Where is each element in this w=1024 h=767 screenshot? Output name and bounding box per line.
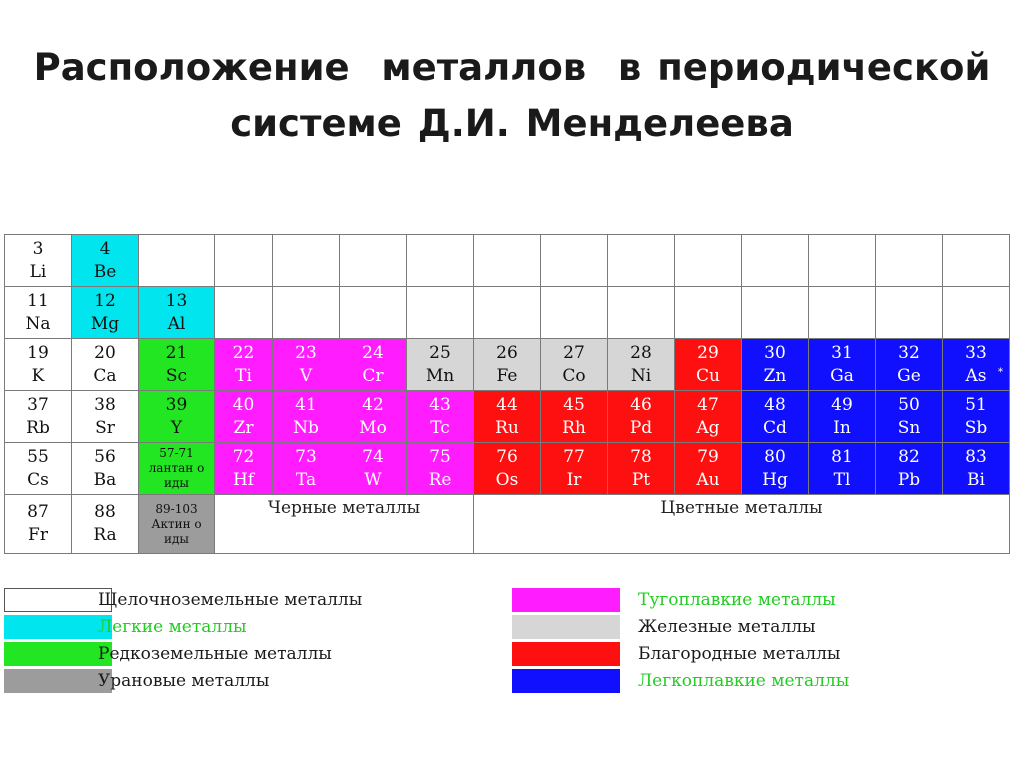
atomic-number: 41 (295, 394, 317, 415)
element-symbol: Zn (763, 365, 787, 386)
element-cell (407, 339, 474, 391)
element-cell (5, 391, 72, 443)
atomic-number: 72 (232, 446, 255, 467)
element-cell (809, 443, 876, 495)
legend-swatch (512, 588, 620, 612)
table-row (5, 339, 1010, 391)
element-cell (742, 391, 809, 443)
atomic-number: 81 (831, 446, 853, 467)
empty-cell (407, 287, 474, 339)
atomic-number: 49 (831, 394, 853, 415)
empty-cell (742, 235, 809, 287)
element-symbol: Rb (26, 417, 50, 438)
element-symbol: Ru (495, 417, 519, 438)
atomic-number: 79 (697, 446, 719, 467)
empty-cell (608, 287, 675, 339)
element-cell (5, 235, 72, 287)
legend-swatch (4, 669, 112, 693)
atomic-number: 57-71 (159, 446, 194, 460)
element-symbol: Mg (90, 313, 120, 334)
element-symbol: Al (167, 313, 186, 334)
element-symbol: As (965, 365, 987, 386)
element-symbol: Au (696, 469, 720, 490)
element-symbol: Re (428, 469, 452, 490)
atomic-number: 44 (496, 394, 518, 415)
atomic-number: 40 (232, 394, 255, 415)
element-symbol: Sn (897, 417, 921, 438)
element-symbol: Ga (830, 365, 854, 386)
element-symbol: лантан оиды (148, 461, 205, 490)
atomic-number: 88 (94, 502, 116, 522)
element-symbol: Rh (562, 417, 586, 438)
element-symbol: W (364, 469, 382, 490)
empty-cell (340, 235, 407, 287)
element-symbol: Ag (696, 417, 720, 438)
element-cell (5, 339, 72, 391)
empty-cell (215, 235, 273, 287)
atomic-number: 45 (563, 394, 585, 415)
element-cell (72, 339, 139, 391)
element-symbol: V (299, 365, 313, 386)
atomic-number: 75 (429, 446, 451, 467)
element-cell (215, 391, 273, 443)
element-cell (215, 443, 273, 495)
element-cell (608, 391, 675, 443)
element-symbol: In (833, 417, 851, 438)
element-cell (608, 443, 675, 495)
element-symbol: Nb (293, 417, 319, 438)
element-cell (876, 339, 943, 391)
element-symbol: Ca (93, 365, 117, 386)
atomic-number: 77 (563, 446, 585, 467)
atomic-number: 89-103 (155, 501, 198, 516)
element-symbol: Ni (630, 365, 652, 386)
element-cell (139, 287, 215, 339)
title-line-2: системе Д.И. Менделеева (230, 102, 794, 145)
element-cell (340, 391, 407, 443)
element-cell (72, 391, 139, 443)
element-cell (876, 391, 943, 443)
atomic-number: 23 (295, 342, 317, 363)
element-symbol: Pb (897, 469, 921, 490)
element-cell (5, 495, 72, 554)
empty-cell (273, 235, 340, 287)
element-symbol: Cr (362, 365, 384, 386)
atomic-number: 56 (94, 446, 116, 467)
element-cell (943, 391, 1010, 443)
empty-cell (474, 287, 541, 339)
element-cell (5, 287, 72, 339)
element-cell (474, 443, 541, 495)
legend-label: Щелочноземельные металлы (98, 590, 363, 610)
element-cell (809, 391, 876, 443)
atomic-number: 21 (165, 342, 188, 363)
table-row (5, 235, 1010, 287)
atomic-number: 38 (94, 394, 116, 415)
atomic-number: 51 (965, 394, 987, 415)
element-cell (742, 443, 809, 495)
empty-cell (809, 287, 876, 339)
element-symbol: Os (495, 469, 519, 490)
table-row (5, 391, 1010, 443)
empty-cell (215, 287, 273, 339)
atomic-number: 26 (496, 342, 518, 363)
atomic-number: 42 (362, 394, 384, 415)
empty-cell (608, 235, 675, 287)
empty-cell (876, 235, 943, 287)
atomic-number: 39 (165, 394, 188, 415)
element-cell (541, 391, 608, 443)
element-symbol: Mo (359, 417, 387, 438)
empty-cell (876, 287, 943, 339)
element-symbol: Tc (430, 417, 450, 438)
atomic-number: 11 (27, 290, 49, 311)
element-symbol: Cs (27, 469, 49, 490)
element-symbol: Fe (496, 365, 518, 386)
atomic-number: 87 (27, 502, 49, 522)
legend-label: Легкоплавкие металлы (638, 671, 850, 691)
element-symbol: Ir (566, 469, 582, 490)
footnote-mark: * (998, 367, 1003, 378)
element-symbol: Fr (28, 525, 48, 545)
element-symbol: Pt (631, 469, 651, 490)
element-cell (943, 443, 1010, 495)
element-cell (139, 495, 215, 554)
atomic-number: 76 (496, 446, 518, 467)
atomic-number: 47 (697, 394, 719, 415)
legend-label: Железные металлы (638, 617, 816, 637)
atomic-number: 30 (764, 342, 786, 363)
table-row (5, 287, 1010, 339)
element-symbol: Sb (964, 417, 988, 438)
element-symbol: Cu (696, 365, 720, 386)
element-cell (742, 339, 809, 391)
element-cell (675, 443, 742, 495)
legend-swatch (4, 588, 112, 612)
atomic-number: 78 (630, 446, 652, 467)
element-symbol: Li (29, 261, 47, 282)
element-symbol: Ta (295, 469, 317, 490)
atomic-number: 80 (764, 446, 786, 467)
atomic-number: 22 (232, 342, 255, 363)
element-symbol: Tl (833, 469, 851, 490)
empty-cell (675, 287, 742, 339)
empty-cell (675, 235, 742, 287)
element-symbol: Hf (232, 469, 255, 490)
element-cell (407, 443, 474, 495)
element-symbol: Sc (165, 365, 188, 386)
element-symbol: Mn (425, 365, 455, 386)
element-cell (608, 339, 675, 391)
atomic-number: 27 (563, 342, 585, 363)
nonferrous-metals-label: Цветные металлы (474, 495, 1010, 554)
element-cell (541, 339, 608, 391)
legend-label: Тугоплавкие металлы (638, 590, 836, 610)
element-cell (72, 235, 139, 287)
atomic-number: 28 (630, 342, 652, 363)
element-symbol: Co (562, 365, 586, 386)
element-symbol: Cd (763, 417, 787, 438)
element-symbol: K (31, 365, 45, 386)
empty-cell (273, 287, 340, 339)
atomic-number: 13 (165, 290, 188, 311)
legend-label: Благородные металлы (638, 644, 841, 664)
legend-swatch (512, 615, 620, 639)
legend-label: Урановые металлы (98, 671, 270, 691)
element-cell (72, 287, 139, 339)
element-cell (273, 391, 340, 443)
table-row (5, 495, 1010, 554)
element-symbol: Na (25, 313, 51, 334)
element-cell (675, 391, 742, 443)
element-symbol: Bi (967, 469, 985, 490)
element-symbol: Ra (93, 525, 117, 545)
atomic-number: 43 (429, 394, 451, 415)
element-cell (474, 339, 541, 391)
element-cell (407, 391, 474, 443)
legend (0, 587, 1024, 697)
element-symbol: Ba (93, 469, 117, 490)
empty-cell (474, 235, 541, 287)
empty-cell (139, 235, 215, 287)
atomic-number: 29 (697, 342, 719, 363)
element-symbol: Be (93, 261, 117, 282)
empty-cell (943, 235, 1010, 287)
atomic-number: 37 (27, 394, 49, 415)
element-cell (675, 339, 742, 391)
element-symbol: Pd (629, 417, 653, 438)
page-title (0, 40, 1024, 152)
atomic-number: 48 (764, 394, 786, 415)
atomic-number: 83 (965, 446, 987, 467)
element-symbol: Актин оиды (151, 516, 202, 546)
atomic-number: 74 (362, 446, 384, 467)
legend-swatch (512, 642, 620, 666)
empty-cell (742, 287, 809, 339)
element-symbol: Ge (897, 365, 921, 386)
element-cell (340, 443, 407, 495)
empty-cell (407, 235, 474, 287)
atomic-number: 12 (94, 290, 116, 311)
legend-label: Легкие металлы (98, 617, 247, 637)
element-cell (474, 391, 541, 443)
atomic-number: 32 (898, 342, 920, 363)
element-cell (943, 339, 1010, 391)
ferrous-metals-label: Черные металлы (215, 495, 474, 554)
empty-cell (541, 287, 608, 339)
element-cell (139, 339, 215, 391)
empty-cell (809, 235, 876, 287)
atomic-number: 20 (94, 342, 116, 363)
empty-cell (340, 287, 407, 339)
element-cell (139, 391, 215, 443)
legend-swatch (512, 669, 620, 693)
element-symbol: Y (170, 417, 183, 438)
periodic-table (4, 234, 1010, 554)
element-cell (72, 495, 139, 554)
table-row (5, 443, 1010, 495)
empty-cell (943, 287, 1010, 339)
atomic-number: 25 (429, 342, 451, 363)
title-line-1: Расположение металлов в периодической (33, 46, 991, 89)
element-cell (215, 339, 273, 391)
element-cell (72, 443, 139, 495)
element-symbol: Sr (95, 417, 115, 438)
atomic-number: 82 (898, 446, 920, 467)
atomic-number: 4 (99, 238, 111, 259)
atomic-number: 50 (898, 394, 920, 415)
element-symbol: Zr (233, 417, 254, 438)
atomic-number: 33 (965, 342, 987, 363)
legend-label: Редкоземельные металлы (98, 644, 332, 664)
legend-swatch (4, 642, 112, 666)
element-cell (876, 443, 943, 495)
atomic-number: 3 (32, 238, 44, 259)
element-cell (139, 443, 215, 495)
empty-cell (541, 235, 608, 287)
element-cell (340, 339, 407, 391)
element-cell (541, 443, 608, 495)
element-symbol: Ti (235, 365, 252, 386)
atomic-number: 46 (630, 394, 652, 415)
atomic-number: 73 (295, 446, 317, 467)
atomic-number: 31 (831, 342, 853, 363)
element-cell (5, 443, 72, 495)
element-cell (273, 339, 340, 391)
legend-swatch (4, 615, 112, 639)
element-cell (809, 339, 876, 391)
element-cell (273, 443, 340, 495)
atomic-number: 55 (27, 446, 49, 467)
atomic-number: 24 (362, 342, 384, 363)
atomic-number: 19 (27, 342, 49, 363)
element-symbol: Hg (762, 469, 788, 490)
